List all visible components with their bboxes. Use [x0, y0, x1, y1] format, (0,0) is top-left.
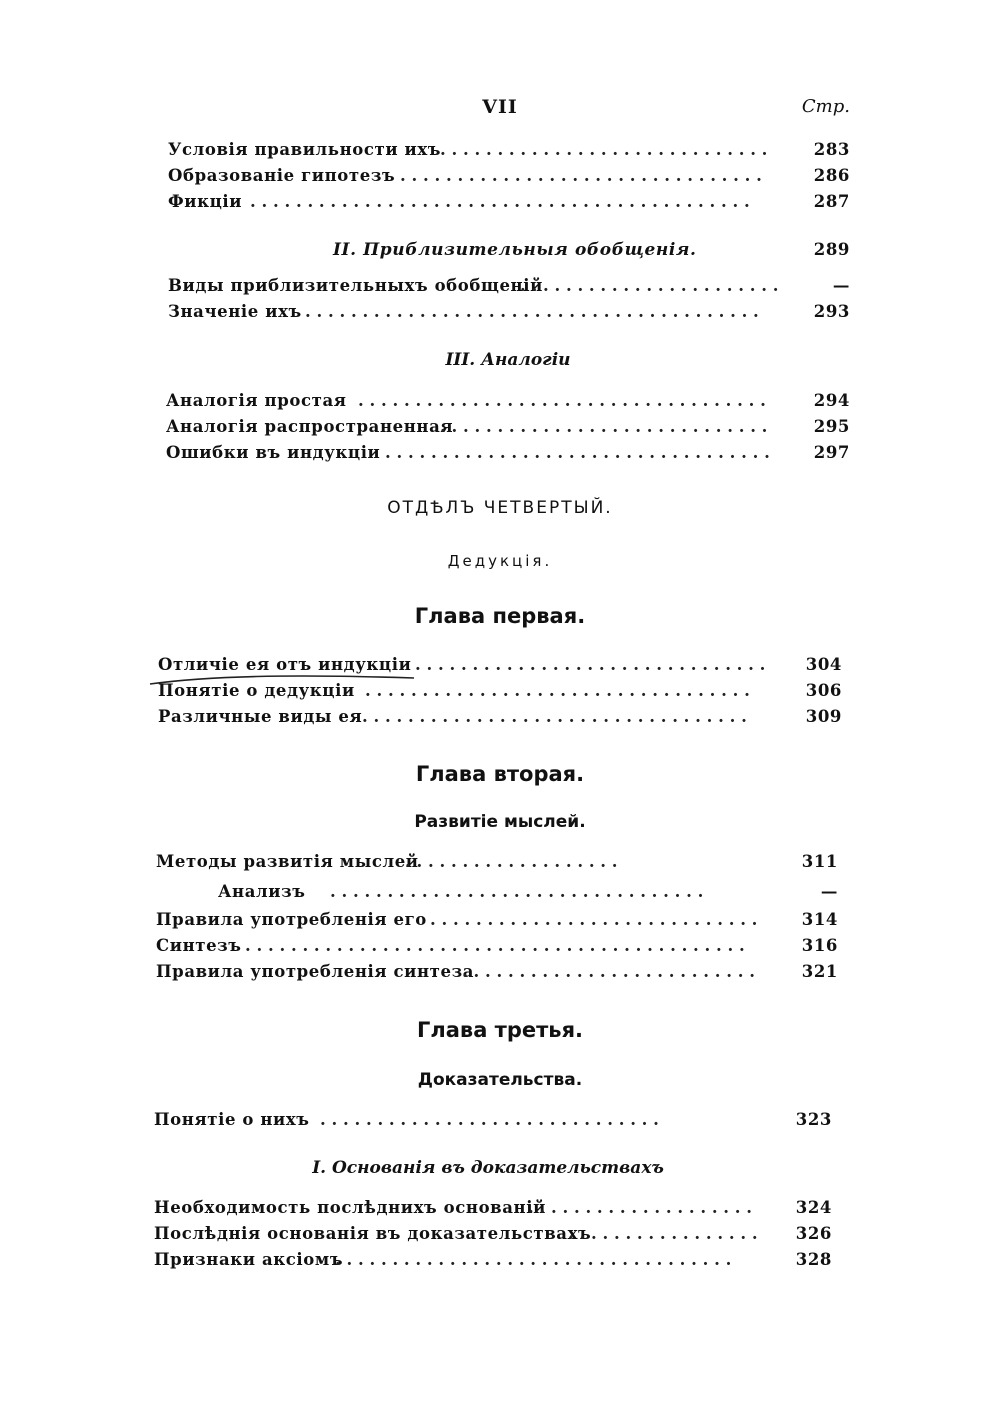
toc-entry: Аналогія простая . . . . . . . . . . . . . . . . . . . . . . . . . . . . . . . . . . . . 294 [166, 391, 850, 410]
page-folio: VII [482, 96, 518, 118]
toc-entry: Правила употребленія его . . . . . . . . . . . . . . . . . . . . . . . . . . . . . 314 [156, 910, 838, 929]
toc-entry: Образованіе гипотезъ . . . . . . . . . . . . . . . . . . . . . . . . . . . . . . . . 286 [168, 166, 850, 185]
toc-entry: Анализъ . . . . . . . . . . . . . . . . . . . . . . . . . . . . . . . . . — [218, 882, 838, 901]
toc-entry: Различные виды ея . . . . . . . . . . . . . . . . . . . . . . . . . . . . . . . . . . 309 [158, 707, 842, 726]
toc-entry: Значеніе ихъ . . . . . . . . . . . . . . . . . . . . . . . . . . . . . . . . . . . . . . . . 293 [168, 302, 850, 321]
chapter-3-title: Глава третья. [416, 1018, 584, 1042]
toc-entry: Понятіе о дедукціи . . . . . . . . . . . . . . . . . . . . . . . . . . . . . . . . . . 306 [158, 681, 842, 700]
part-topic: Дедукція. [447, 552, 553, 570]
toc-page: VII Стр. Условія правильности ихъ . . . . . . . . . . . . . . . . . . . . . . . . . . . . . 283 Образованіе гипотезъ . . . . . . . . . . . . . . . . . . . . . . . . . . . . . . . . 286 Фикціи . . . . . . . . . . . . . . . . . . . . . . . . . . . . . . . . . . . . . . . . . . . . 287 II. Приблизительныя обобщенія. 289 Виды приблизительныхъ обобщеній . . . . . . . . . . . . . . . . . . . . . . . — Значеніе ихъ . . . . . . . . . . . . . . . . . . . . . . . . . . . . . . . . . . . . . . . . 293 III. Аналогіи Аналогія простая . . . . . . . . . . . . . . . . . . . . . . . . . . . . . . . . . . . . 294 Аналогія распространенная . . . . . . . . . . . . . . . . . . . . . . . . . . . . . 295 Ошибки въ индукціи . . . . . . . . . . . . . . . . . . . . . . . . . . . . . . . . . . 297 ОТДѢЛЪ ЧЕТВЕРТЫЙ. Дедукція. Глава первая. Отличіе ея отъ индукціи . . . . . . . . . . . . . . . . . . . . . . . . . . . . . . . 304 Понятіе о дедукціи . . . . . . . . . . . . . . . . . . . . . . . . . . . . . . . . . . 306 Различные виды ея . . . . . . . . . . . . . . . . . . . . . . . . . . . . . . . . . . 309 Глава вторая. Развитіе мыслей. Методы развитія мыслей . . . . . . . . . . . . . . . . . . . 311 Анализъ . . . . . . . . . . . . . . . . . . . . . . . . . . . . . . . . . — Правила употребленія его . . . . . . . . . . . . . . . . . . . . . . . . . . . . . 314 Синтезъ . . . . . . . . . . . . . . . . . . . . . . . . . . . . . . . . . . . . . . . . . . . . 316 Правила употребленія синтеза . . . . . . . . . . . . . . . . . . . . . . . . . . 321 Глава третья. Доказательства. Понятіе о нихъ . . . . . . . . . . . . . . . . . . . . . . . . . . . . . . 323 I. Основанія въ доказательствахъ Необходимость послѣднихъ основаній . . . . . . . . . . . . . . . . . . . . 324 Послѣднія основанія въ доказательствахъ . . . . . . . . . . . . . . . . . 326 Признаки аксіомъ . . . . . . . . . . . . . . . . . . . . . . . . . . . . . . . . . . . 328 [0, 0, 1000, 1418]
chapter-1-title: Глава первая. [414, 604, 586, 628]
toc-entry: Синтезъ . . . . . . . . . . . . . . . . . . . . . . . . . . . . . . . . . . . . . . . . . . . . 316 [156, 936, 838, 955]
toc-entry: Условія правильности ихъ . . . . . . . . . . . . . . . . . . . . . . . . . . . . . 283 [168, 140, 850, 159]
toc-entry: Методы развитія мыслей . . . . . . . . . . . . . . . . . . . 311 [156, 852, 838, 871]
toc-entry: Ошибки въ индукціи . . . . . . . . . . . . . . . . . . . . . . . . . . . . . . . . . . 297 [166, 443, 850, 462]
pencil-underline-mark [148, 672, 418, 686]
toc-entry: Признаки аксіомъ . . . . . . . . . . . . . . . . . . . . . . . . . . . . . . . . . . . 328 [154, 1250, 832, 1269]
toc-entry: Необходимость послѣднихъ основаній . . . . . . . . . . . . . . . . . . . . 324 [154, 1198, 832, 1217]
toc-entry: Послѣднія основанія въ доказательствахъ . . . . . . . . . . . . . . . . . 326 [154, 1224, 832, 1243]
toc-block-chapter-2 [0, 852, 1000, 988]
chapter-2-title: Глава вторая. [415, 762, 585, 786]
toc-block-hypotheses [0, 140, 1000, 218]
toc-block-chapter-3 [0, 1110, 1000, 1136]
toc-block-analogies [0, 391, 1000, 469]
chapter-2-subtitle: Развитіе мыслей. [414, 812, 586, 832]
page-column-heading: Стр. [801, 96, 850, 117]
toc-block-grounds [0, 1198, 1000, 1276]
part-title: ОТДѢЛЪ ЧЕТВЕРТЫЙ. [387, 498, 613, 518]
toc-entry: Аналогія распространенная . . . . . . . . . . . . . . . . . . . . . . . . . . . . . 295 [166, 417, 850, 436]
toc-subsection-approx: II. Приблизительныя обобщенія. 289 [333, 240, 850, 260]
toc-entry: Отличіе ея отъ индукціи . . . . . . . . . . . . . . . . . . . . . . . . . . . . . . . 304 [158, 655, 842, 674]
toc-entry: Фикціи . . . . . . . . . . . . . . . . . . . . . . . . . . . . . . . . . . . . . . . . . . . . 287 [168, 192, 850, 211]
toc-entry: Виды приблизительныхъ обобщеній . . . . . . . . . . . . . . . . . . . . . . . — [168, 276, 850, 295]
toc-block-approx [0, 276, 1000, 328]
toc-block-chapter-1 [0, 655, 1000, 733]
toc-entry: Правила употребленія синтеза . . . . . . . . . . . . . . . . . . . . . . . . . . 321 [156, 962, 838, 981]
chapter-3-subtitle: Доказательства. [417, 1070, 583, 1090]
toc-entry: Понятіе о нихъ . . . . . . . . . . . . . . . . . . . . . . . . . . . . . . 323 [154, 1110, 832, 1129]
